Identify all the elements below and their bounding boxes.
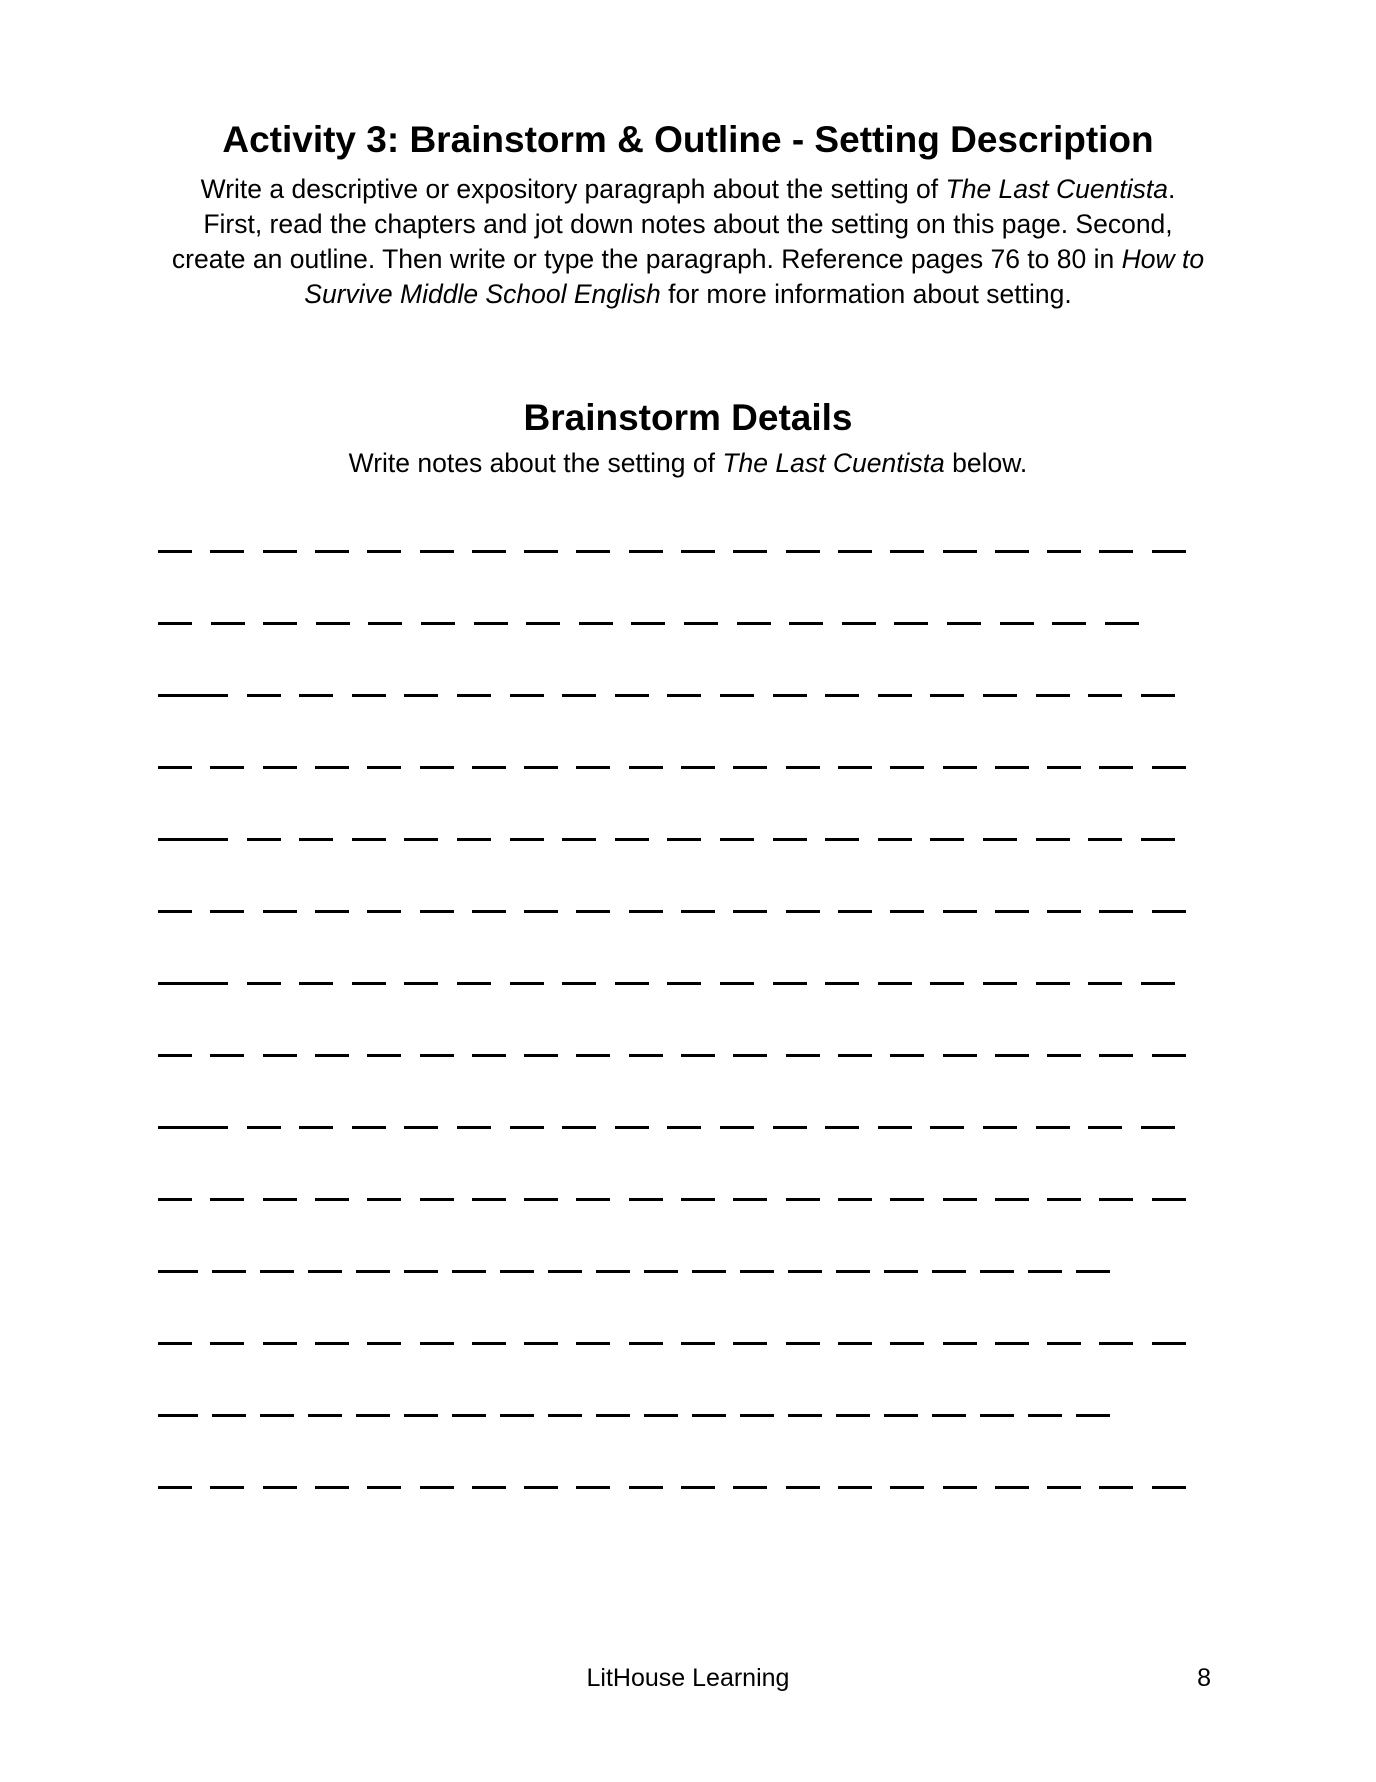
blank-dash xyxy=(733,766,767,769)
blank-dash xyxy=(472,1054,506,1057)
blank-dash xyxy=(299,694,333,697)
blank-dash xyxy=(263,910,297,913)
blank-dash xyxy=(562,1126,596,1129)
blank-dash xyxy=(733,1486,767,1489)
blank-dash xyxy=(299,838,333,841)
blank-dash xyxy=(315,910,349,913)
blank-dash xyxy=(894,622,928,625)
blank-dash xyxy=(562,982,596,985)
blank-dash xyxy=(260,1414,294,1417)
blank-dash xyxy=(472,550,506,553)
blank-dash xyxy=(773,694,807,697)
blank-dash xyxy=(930,1126,964,1129)
blank-dash xyxy=(260,1270,294,1273)
blank-dash xyxy=(681,910,715,913)
footer-publisher: LitHouse Learning xyxy=(586,1664,790,1692)
blank-dash xyxy=(420,766,454,769)
blank-dash xyxy=(667,982,701,985)
blank-dash xyxy=(740,1270,774,1273)
blank-dash xyxy=(576,550,610,553)
blank-dash xyxy=(943,1054,977,1057)
blank-dash xyxy=(932,1414,966,1417)
blank-dash xyxy=(1152,910,1186,913)
blank-dash xyxy=(773,838,807,841)
blank-dash xyxy=(404,1126,438,1129)
blank-dash xyxy=(352,838,386,841)
blank-dash xyxy=(838,1054,872,1057)
blank-dash xyxy=(1028,1414,1062,1417)
blank-dash xyxy=(1152,766,1186,769)
reference-book-title-end: Survive Middle School English xyxy=(304,279,661,309)
blank-dash xyxy=(995,1054,1029,1057)
blank-dash xyxy=(420,1486,454,1489)
blank-dash xyxy=(943,766,977,769)
blank-dash xyxy=(786,766,820,769)
brainstorm-subtitle-end: below. xyxy=(944,448,1028,478)
blank-dash xyxy=(452,1414,486,1417)
blank-dash xyxy=(737,622,771,625)
blank-dash xyxy=(368,622,402,625)
blank-dash xyxy=(562,838,596,841)
blank-dash xyxy=(629,1054,663,1057)
blank-dash xyxy=(367,550,401,553)
blank-dash xyxy=(788,1270,822,1273)
blank-dash xyxy=(733,1342,767,1345)
blank-dash xyxy=(1047,550,1081,553)
blank-dash xyxy=(825,838,859,841)
blank-dash xyxy=(1088,982,1122,985)
blank-dash xyxy=(210,910,244,913)
blank-dash xyxy=(315,1342,349,1345)
blank-dash xyxy=(943,910,977,913)
blank-dash xyxy=(1036,694,1070,697)
blank-dash xyxy=(1047,910,1081,913)
page-number: 8 xyxy=(1197,1664,1211,1692)
blank-dash xyxy=(367,1486,401,1489)
blank-dash xyxy=(733,550,767,553)
blank-dash xyxy=(1076,1414,1110,1417)
blank-dash xyxy=(890,1198,924,1201)
blank-dash xyxy=(210,550,244,553)
blank-dash xyxy=(1047,1054,1081,1057)
blank-dash xyxy=(576,910,610,913)
blank-dash xyxy=(1152,550,1186,553)
blank-dash xyxy=(352,1126,386,1129)
blank-dash xyxy=(788,1414,822,1417)
blank-dash xyxy=(212,1414,246,1417)
blank-dash xyxy=(263,622,297,625)
activity-title: Activity 3: Brainstorm & Outline - Setting Description xyxy=(222,119,1154,160)
blank-dash xyxy=(615,838,649,841)
blank-dash xyxy=(472,1342,506,1345)
instructions-line-1-text: Write a descriptive or expository paragraph about the setting of xyxy=(200,174,946,204)
blank-dash xyxy=(890,550,924,553)
blank-dash xyxy=(210,1054,244,1057)
instructions-line-1-end: . xyxy=(1167,174,1176,204)
blank-dash xyxy=(1028,1270,1062,1273)
blank-dash xyxy=(158,694,228,697)
blank-dash xyxy=(838,1198,872,1201)
blank-dash xyxy=(548,1270,582,1273)
blank-dash xyxy=(681,1342,715,1345)
blank-dash xyxy=(692,1270,726,1273)
blank-dash xyxy=(158,1414,198,1417)
blank-dash xyxy=(1141,982,1175,985)
blank-dash xyxy=(510,1126,544,1129)
blank-dash xyxy=(158,550,192,553)
blank-dash xyxy=(629,910,663,913)
blank-dash xyxy=(943,1198,977,1201)
blank-dash xyxy=(1047,1198,1081,1201)
blank-dash xyxy=(947,622,981,625)
blank-dash xyxy=(1047,766,1081,769)
blank-dash xyxy=(404,982,438,985)
blank-dash xyxy=(667,694,701,697)
blank-dash xyxy=(457,982,491,985)
blank-dash xyxy=(983,1126,1017,1129)
blank-dash xyxy=(681,1486,715,1489)
brainstorm-subtitle-text: Write notes about the setting of xyxy=(348,448,723,478)
blank-dash xyxy=(1141,694,1175,697)
blank-dash xyxy=(210,1342,244,1345)
blank-dash xyxy=(1099,1054,1133,1057)
instructions-line-1 xyxy=(150,172,1226,207)
blank-dash xyxy=(352,694,386,697)
blank-dash xyxy=(825,1126,859,1129)
blank-dash xyxy=(211,622,245,625)
instructions-line-3 xyxy=(150,242,1226,277)
blank-dash xyxy=(158,1126,228,1129)
blank-dash xyxy=(890,1054,924,1057)
blank-dash xyxy=(786,910,820,913)
blank-dash xyxy=(263,1054,297,1057)
blank-dash xyxy=(472,910,506,913)
blank-dash xyxy=(836,1270,870,1273)
blank-dash xyxy=(878,694,912,697)
blank-dash xyxy=(356,1414,390,1417)
blank-dash xyxy=(474,622,508,625)
blank-dash xyxy=(720,838,754,841)
blank-dash xyxy=(158,766,192,769)
blank-dash xyxy=(838,550,872,553)
blank-dash xyxy=(890,1342,924,1345)
blank-dash xyxy=(299,1126,333,1129)
blank-dash xyxy=(1152,1486,1186,1489)
blank-dash xyxy=(838,1486,872,1489)
blank-dash xyxy=(524,1198,558,1201)
blank-dash xyxy=(838,1342,872,1345)
blank-dash xyxy=(1036,838,1070,841)
blank-dash xyxy=(1099,910,1133,913)
blank-dash xyxy=(420,550,454,553)
blank-dash xyxy=(890,1486,924,1489)
blank-dash xyxy=(878,982,912,985)
blank-dash xyxy=(667,1126,701,1129)
blank-dash xyxy=(1099,766,1133,769)
blank-dash xyxy=(158,622,192,625)
brainstorm-title: Brainstorm Details xyxy=(523,397,853,438)
blank-dash xyxy=(1099,1198,1133,1201)
blank-dash xyxy=(562,694,596,697)
blank-dash xyxy=(510,982,544,985)
blank-dash xyxy=(500,1414,534,1417)
blank-dash xyxy=(720,982,754,985)
blank-dash xyxy=(500,1270,534,1273)
blank-dash xyxy=(404,1414,438,1417)
blank-dash xyxy=(720,1126,754,1129)
blank-dash xyxy=(457,694,491,697)
blank-dash xyxy=(1099,1342,1133,1345)
blank-dash xyxy=(452,1270,486,1273)
blank-dash xyxy=(247,694,281,697)
brainstorm-subtitle xyxy=(0,446,1376,480)
blank-dash xyxy=(631,622,665,625)
blank-dash xyxy=(367,910,401,913)
blank-dash xyxy=(995,550,1029,553)
blank-dash xyxy=(1076,1270,1110,1273)
blank-dash xyxy=(681,550,715,553)
blank-dash xyxy=(1152,1342,1186,1345)
blank-dash xyxy=(158,1270,198,1273)
blank-dash xyxy=(472,1486,506,1489)
blank-dash xyxy=(786,1486,820,1489)
blank-dash xyxy=(1036,1126,1070,1129)
blank-dash xyxy=(263,766,297,769)
instructions-line-4 xyxy=(150,277,1226,312)
blank-dash xyxy=(263,1342,297,1345)
blank-dash xyxy=(943,550,977,553)
blank-dash xyxy=(548,1414,582,1417)
blank-dash xyxy=(720,694,754,697)
blank-dash xyxy=(842,622,876,625)
blank-dash xyxy=(878,1126,912,1129)
blank-dash xyxy=(1152,1054,1186,1057)
blank-dash xyxy=(615,1126,649,1129)
blank-dash xyxy=(576,766,610,769)
blank-dash xyxy=(263,550,297,553)
reference-book-title-start: How to xyxy=(1121,244,1205,274)
blank-dash xyxy=(210,766,244,769)
blank-dash xyxy=(786,550,820,553)
blank-dash xyxy=(629,766,663,769)
blank-dash xyxy=(825,982,859,985)
blank-dash xyxy=(995,766,1029,769)
blank-dash xyxy=(576,1342,610,1345)
blank-dash xyxy=(615,982,649,985)
blank-dash xyxy=(884,1414,918,1417)
blank-dash xyxy=(644,1414,678,1417)
blank-dash xyxy=(629,1342,663,1345)
blank-dash xyxy=(472,766,506,769)
blank-dash xyxy=(524,550,558,553)
blank-dash xyxy=(681,1198,715,1201)
blank-dash xyxy=(420,1342,454,1345)
blank-dash xyxy=(404,694,438,697)
blank-dash xyxy=(629,1486,663,1489)
instructions-line-3-text: create an outline. Then write or type the paragraph. Reference pages 76 to 80 in xyxy=(171,244,1122,274)
blank-dash xyxy=(838,766,872,769)
blank-dash xyxy=(838,910,872,913)
blank-dash xyxy=(825,694,859,697)
blank-dash xyxy=(420,910,454,913)
blank-dash xyxy=(510,694,544,697)
blank-dash xyxy=(773,1126,807,1129)
blank-dash xyxy=(158,838,228,841)
blank-dash xyxy=(943,1486,977,1489)
blank-dash xyxy=(315,1198,349,1201)
blank-dash xyxy=(524,1342,558,1345)
blank-dash xyxy=(247,1126,281,1129)
blank-dash xyxy=(524,1486,558,1489)
blank-dash xyxy=(1099,1486,1133,1489)
blank-dash xyxy=(158,1342,192,1345)
blank-dash xyxy=(1141,1126,1175,1129)
blank-dash xyxy=(247,838,281,841)
blank-dash xyxy=(980,1414,1014,1417)
blank-dash xyxy=(315,550,349,553)
blank-dash xyxy=(158,1054,192,1057)
blank-dash xyxy=(786,1342,820,1345)
instructions-line-4-text: for more information about setting. xyxy=(660,279,1072,309)
brainstorm-book-title: The Last Cuentista xyxy=(722,448,945,478)
blank-dash xyxy=(684,622,718,625)
blank-dash xyxy=(932,1270,966,1273)
blank-dash xyxy=(457,1126,491,1129)
blank-dash xyxy=(299,982,333,985)
blank-dash xyxy=(1105,622,1139,625)
blank-dash xyxy=(995,1198,1029,1201)
blank-dash xyxy=(316,622,350,625)
blank-dash xyxy=(579,622,613,625)
blank-dash xyxy=(526,622,560,625)
blank-dash xyxy=(1047,1486,1081,1489)
blank-dash xyxy=(786,1054,820,1057)
blank-dash xyxy=(1052,622,1086,625)
blank-dash xyxy=(884,1270,918,1273)
blank-dash xyxy=(1088,694,1122,697)
blank-dash xyxy=(367,1054,401,1057)
blank-dash xyxy=(524,766,558,769)
blank-dash xyxy=(681,1054,715,1057)
blank-dash xyxy=(212,1270,246,1273)
blank-dash xyxy=(596,1414,630,1417)
instructions-line-2: First, read the chapters and jot down notes about the setting on this page. Second, xyxy=(203,209,1173,239)
blank-dash xyxy=(315,1054,349,1057)
blank-dash xyxy=(980,1270,1014,1273)
blank-dash xyxy=(263,1486,297,1489)
blank-dash xyxy=(930,694,964,697)
blank-dash xyxy=(510,838,544,841)
blank-dash xyxy=(1047,1342,1081,1345)
blank-dash xyxy=(247,982,281,985)
blank-dash xyxy=(789,622,823,625)
blank-dash xyxy=(457,838,491,841)
blank-dash xyxy=(421,622,455,625)
blank-dash xyxy=(681,766,715,769)
blank-dash xyxy=(667,838,701,841)
blank-dash xyxy=(210,1198,244,1201)
blank-dash xyxy=(404,1270,438,1273)
blank-dash xyxy=(1088,1126,1122,1129)
blank-dash xyxy=(836,1414,870,1417)
blank-dash xyxy=(890,910,924,913)
blank-dash xyxy=(1099,550,1133,553)
blank-dash xyxy=(943,1342,977,1345)
blank-dash xyxy=(1088,838,1122,841)
blank-dash xyxy=(308,1270,342,1273)
blank-dash xyxy=(995,1486,1029,1489)
blank-dash xyxy=(1141,838,1175,841)
blank-dash xyxy=(733,910,767,913)
blank-dash xyxy=(740,1414,774,1417)
blank-dash xyxy=(733,1198,767,1201)
blank-dash xyxy=(1000,622,1034,625)
blank-dash xyxy=(524,910,558,913)
blank-dash xyxy=(420,1054,454,1057)
blank-dash xyxy=(367,1342,401,1345)
blank-dash xyxy=(615,694,649,697)
blank-dash xyxy=(576,1198,610,1201)
blank-dash xyxy=(315,766,349,769)
blank-dash xyxy=(733,1054,767,1057)
blank-dash xyxy=(995,910,1029,913)
blank-dash xyxy=(629,1198,663,1201)
blank-dash xyxy=(596,1270,630,1273)
blank-dash xyxy=(576,1486,610,1489)
blank-dash xyxy=(420,1198,454,1201)
activity-instructions xyxy=(150,172,1226,312)
blank-dash xyxy=(890,766,924,769)
blank-dash xyxy=(930,982,964,985)
blank-dash xyxy=(644,1270,678,1273)
blank-dash xyxy=(352,982,386,985)
blank-dash xyxy=(404,838,438,841)
blank-dash xyxy=(158,982,228,985)
blank-dash xyxy=(995,1342,1029,1345)
book-title: The Last Cuentista xyxy=(945,174,1168,204)
blank-dash xyxy=(773,982,807,985)
blank-dash xyxy=(983,838,1017,841)
blank-dash xyxy=(308,1414,342,1417)
blank-dash xyxy=(367,1198,401,1201)
blank-dash xyxy=(356,1270,390,1273)
blank-dash xyxy=(629,550,663,553)
blank-dash xyxy=(158,1198,192,1201)
blank-dash xyxy=(1152,1198,1186,1201)
blank-dash xyxy=(158,1486,192,1489)
blank-dash xyxy=(158,910,192,913)
blank-dash xyxy=(210,1486,244,1489)
blank-dash xyxy=(472,1198,506,1201)
blank-dash xyxy=(983,982,1017,985)
blank-dash xyxy=(367,766,401,769)
blank-dash xyxy=(576,1054,610,1057)
blank-dash xyxy=(786,1198,820,1201)
blank-dash xyxy=(878,838,912,841)
blank-dash xyxy=(315,1486,349,1489)
blank-dash xyxy=(983,694,1017,697)
blank-dash xyxy=(1036,982,1070,985)
blank-dash xyxy=(930,838,964,841)
blank-dash xyxy=(524,1054,558,1057)
blank-dash xyxy=(692,1414,726,1417)
blank-dash xyxy=(263,1198,297,1201)
